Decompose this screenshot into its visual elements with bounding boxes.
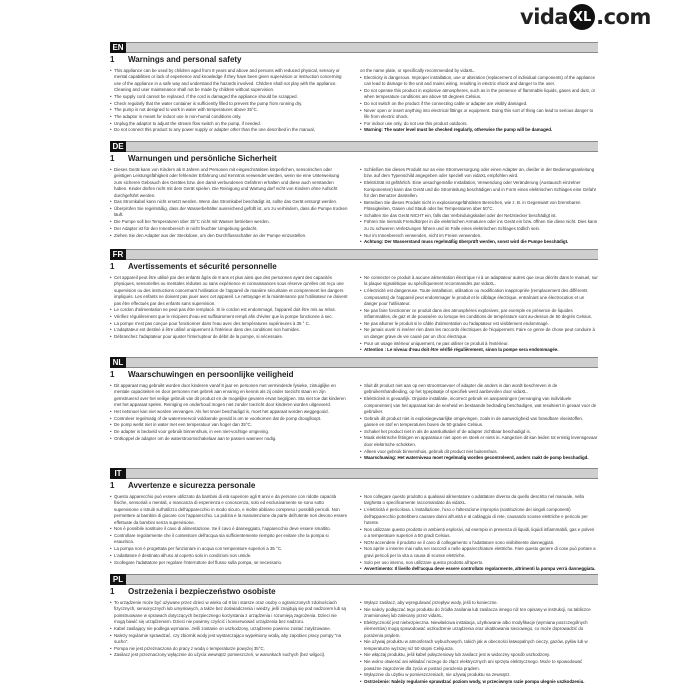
- bullet-item: • Solo per uso interno, non utilizzare questo prodotto all'aperto.: [360, 560, 598, 566]
- left-column: [110, 600, 348, 686]
- section-it: [110, 468, 598, 573]
- heading-number: 1: [110, 154, 115, 163]
- bullet-item: • Nie włączaj produktu, jeśli kabel połączeniowy lub zasilacz jest w widoczny sposób uszkodzony.: [360, 652, 598, 658]
- bullet-item: • Do not switch on the product if the connecting cable or adapter are visibly damaged.: [360, 101, 598, 107]
- bullet-item: • Dit apparaat mag gebruikt worden door kinderen vanaf 8 jaar en personen met verminderde fysieke, zintuiglijke en mentale capaciteiten en door personen met gebrek aan ervaring en kennis als zij onder toezicht staan en zijn geïnstrueerd over het veilige gebruik van dit product en de mogelijke gevaren ervan begrijpen. Sta niet toe dat kinderen met het apparaat spelen. Reiniging en onderhoud mogen niet zonder toezicht door kinderen worden uitgevoerd.: [110, 383, 348, 409]
- bullet-item: • Nie wolno otwierać ani wkładać niczego do złącz elektrycznych ani sprzętu elektrycznego. Może to spowodować poważne zagrożenie dla życia w postaci porażenia prądem.: [360, 659, 598, 672]
- bullet-item: • Schließen Sie dieses Produkt nur an eine Stromversorgung oder einen Adapter an, die/der in der Bedienungsanleitung bzw. auf dem Typenschild angegeben oder speziell von vidaXL empfohlen wird.: [360, 167, 598, 180]
- bullet-item: • Pour un usage intérieur uniquement, ne pas utiliser ce produit à l'extérieur.: [360, 341, 598, 347]
- warning-text: • Ostrzeżenie: Należy regularnie sprawdzać poziom wody, w przeciwnym razie pompa ulegnie uszkodzeniu.: [360, 679, 598, 685]
- right-column: [360, 600, 598, 686]
- bullet-item: • Le cordon d'alimentation ne peut pas être remplacé. Si le cordon est endommagé, l'appareil doit être mis au rebut.: [110, 307, 348, 313]
- bullet-item: • Nur im Innenbereich verwenden, nicht im Freien verwenden.: [360, 233, 598, 239]
- heading-title: Ostrzeżenia i bezpieczeństwo osobiste: [128, 587, 276, 596]
- language-bar: [110, 42, 598, 53]
- section-en: [110, 42, 598, 134]
- bullet-item: • Ne pas allumer le produit si le câble d'alimentation ou l'adaptateur est visiblement endommagé.: [360, 321, 598, 327]
- section-de: [110, 141, 598, 246]
- left-column: [110, 383, 348, 462]
- bullet-item: • Ne jamais ouvrir ni insérer rien dans les raccords électriques de l'équipement. Faire ce genre de chose peut conduire à un danger grave de vie causé par un choc électrique.: [360, 327, 598, 340]
- bullet-item: • Questo apparecchio può essere utilizzato da bambini di età superiore agli 8 anni e da persone con ridotte capacità fisiche, sensoriali o mentali, o mancanza di esperienza e conoscenza, solo ed esclusivamente se sono sotto supervisione o istruiti sull'utilizzo dell'apparecchio in modo sicuro, e inoltre abbiano compreso i possibili pericoli. Non permettere ai bambini di giocare con l'apparecchio. La pulizia e la manutenzione da parte dell'utente non devono essere effettuate da bambini senza supervisione.: [110, 494, 348, 526]
- bullet-item: • Het netsnoer kan niet worden vervangen. Als het snoer beschadigd is, moet het apparaat worden weggegooid.: [110, 409, 348, 415]
- bullet-item: • Wyłącz zasilacz, aby wyregulować przepływ wody, jeśli to konieczne.: [360, 600, 598, 606]
- bullet-item: • This appliance can be used by children aged from 8 years and above and persons with reduced physical, sensory or mental capabilities or lack of experience and knowledge if they have been given supervision or instruction concerning use of the appliance in a safe way and understand the hazards involved. Children shall not play with the appliance. Cleaning and user maintenance shall not be made by children without supervision.: [110, 68, 348, 94]
- heading-title: Waarschuwingen en persoonlijke veiligheid: [128, 370, 294, 379]
- bullet-item: • L'elettricità è pericolosa. L'installazione, l'uso o l'alterazione impropria (sostituzione dei singoli componenti) dell'apparecchio potrebbero causare danni all'unità e al cablaggio di rete, causando scosse elettriche e pericolo per l'utente.: [360, 507, 598, 526]
- language-code: FR: [110, 249, 126, 260]
- bullet-item: • Ne pas faire fonctionner ce produit dans des atmosphères explosives, par exemple en présence de liquides inflammables, de gaz et de poussière ou lorsque les conditions de température sont au-dessus de 50 degrés Celsius.: [360, 308, 598, 321]
- bullet-item: • Ziehen Sie den Adapter aus der Steckdose, um den Durchflussschalter an der Pumpe einzustellen.: [110, 233, 348, 239]
- heading-title: Warnings and personal safety: [128, 55, 242, 64]
- bullet-item: • Schakel het product niet in als de aansluitkabel of de adapter zichtbaar beschadigd is.: [360, 429, 598, 435]
- bullet-item: • Überprüfen Sie regelmäßig, dass der Wasserbehälter ausreichend gefüllt ist, um zu verhindern, dass die Pumpe trocken läuft.: [110, 206, 348, 219]
- bullet-item: • Electricity is dangerous. Improper installation, use or alteration (replacement of individual components) of the appliance can lead to damage to the unit and mains wiring, resulting in electric shock and danger to the user.: [360, 75, 598, 88]
- bullet-item: • Sluit dit product niet aan op een stroomtoevoer of adapter die anders is dan wordt beschreven in de gebruikershandleiding, op het typeplaatje of specifiek werd aanbevolen door vidaXL.: [360, 383, 598, 396]
- bullet-item: • Elektriciteit is gevaarlijk. Onjuiste installatie, incorrect gebruik en aanpassingen (vervanging van individuele componenten) van het apparaat kan de eenheid en bestaande bedrading beschadigen, wat resulteert in gevaar voor de gebruiker.: [360, 396, 598, 415]
- language-code: NL: [110, 357, 126, 368]
- warning-text: • Waarschuwing: Het waterniveau moet regelmatig worden gecontroleerd, anders raakt de pomp beschadigd.: [360, 455, 598, 461]
- bullet-item: • Betreiben Sie dieses Produkt nicht in explosionsgefährdeten Bereichen, wie z. B. in Gegenwart von brennbaren Flüssigkeiten, Gasen und Staub oder bei Temperaturen über 50°C.: [360, 200, 598, 213]
- bullet-item: • Pompa nie jest przeznaczona do pracy z wodą o temperaturze powyżej 35°C.: [110, 646, 348, 652]
- language-code: IT: [110, 468, 126, 479]
- section-heading: [110, 481, 598, 493]
- bullet-item: • Führen Sie niemals Fremdkörper in die elektrischen Armaturen oder ins Gerät ein bzw. öffnen Sie diese nicht. Dies kann zu zu schweren Verletzungen führen und im Falle eines elektrischen Schlages tödlich sein.: [360, 219, 598, 232]
- bullet-item: • Ne connecter ce produit à aucune alimentation électrique ni à un adaptateur autres que ceux décrits dans le manuel, sur la plaque signalétique ou spécifiquement recommandés par vidaXL.: [360, 275, 598, 288]
- bullet-item: • De adapter is bedoeld voor gebruik binnenshuis, in een niet-vochtige omgeving.: [110, 429, 348, 435]
- section-heading: [110, 55, 598, 67]
- heading-title: Warnungen und persönliche Sicherheit: [128, 154, 277, 163]
- section-heading: [110, 154, 598, 166]
- left-column: [110, 275, 348, 354]
- bullet-item: • La pompe n'est pas conçue pour fonctionner dans l'eau avec des températures supérieures à 35 ° C.: [110, 321, 348, 327]
- logo-text-left: vida: [520, 5, 569, 29]
- warning-text: • Attention : Le niveau d'eau doit être vérifié régulièrement, sinon la pompe sera endommagée.: [360, 347, 598, 353]
- bullet-item: • Schalten Sie das Gerät NICHT ein, falls das Verbindungskabel oder der Netzstecker beschädigt ist.: [360, 213, 598, 219]
- right-column: [360, 275, 598, 354]
- bullet-item: • Never open or insert anything into electrical fittings or equipment. Doing this sort of thing can lead to serious danger to life from electric shock.: [360, 108, 598, 121]
- section-heading: [110, 262, 598, 274]
- bullet-item: • For indoor use only, do not use this product outdoors.: [360, 121, 598, 127]
- bullet-item: • The pump is not designed to work in water with temperatures above 35°C.: [110, 107, 348, 113]
- bullet-item: • Nie używaj produktu w atmosferach wybuchowych, takich jak w obecności łatwopalnych cieczy, gazów, pyłów lub w temperaturze wyższej niż 50 stopni Celsjusza.: [360, 639, 598, 652]
- bullet-item: • Unplug the adaptor to adjust the stream flow switch on the pump, if needed.: [110, 121, 348, 127]
- bullet-item: • Scollegare l'adattatore per regolare l'interruttore del flusso sulla pompa, se necessario.: [110, 560, 348, 566]
- bullet-item: • Ontkoppel de adapter om de waterstroomschakelaar aan te passen wanneer nodig.: [110, 436, 348, 442]
- heading-title: Avvertenze e sicurezza personale: [128, 481, 256, 490]
- vidaxl-logo: [520, 2, 651, 32]
- bullet-item: • Elektrizität ist gefährlich. Eine unsachgemäße Installation, Verwendung oder Veränderung (Austausch einzelner Komponenten) kann das Gerät und die Stromleitung beschädigen und in Form eines elektrischen Schlages eine Gefahr für den Benutzer darstellen.: [360, 180, 598, 199]
- heading-number: 1: [110, 481, 115, 490]
- bullet-item: • L'adaptateur est destiné à être utilisé uniquement à l'intérieur dans des conditions non humides.: [110, 327, 348, 333]
- bullet-item: • The adaptor is meant for indoor use in non-humid conditions only.: [110, 114, 348, 120]
- bullet-item: • Der Adapter ist für den Innenbereich in nicht feuchter Umgebung gedacht.: [110, 226, 348, 232]
- language-code: EN: [110, 42, 126, 53]
- left-column: [110, 68, 348, 134]
- heading-number: 1: [110, 587, 115, 596]
- bullet-item: • Non utilizzare questo prodotto in ambienti esplosivi, ad esempio in presenza di liquidi, liquidi infiammabili, gas e polveri o a temperature superiori a 50 gradi Celsius.: [360, 527, 598, 540]
- bullet-item: • L'adattatore è destinato all'uso al coperto solo in condizioni non umide.: [110, 553, 348, 559]
- bullet-item: • Wyłącznie do użytku w pomieszczeniach, nie używaj produktu na zewnątrz.: [360, 672, 598, 678]
- language-bar: [110, 141, 598, 152]
- language-bar: [110, 249, 598, 260]
- language-code: PL: [110, 574, 126, 585]
- bullet-item: • Non è possibile sostituire il cavo di alimentazione. Se il cavo è danneggiato, l'apparecchio deve essere smaltito.: [110, 526, 348, 532]
- heading-number: 1: [110, 262, 115, 271]
- heading-title: Avertissements et sécurité personnelle: [128, 262, 277, 271]
- left-column: [110, 494, 348, 573]
- bullet-item: • The supply cord cannot be replaced. If the cord is damaged the appliance should be scrapped.: [110, 94, 348, 100]
- bullet-item: • Zasilacz jest przeznaczony wyłącznie do użycia wewnątrz pomieszczeń, w warunkach suchych (bez wilgoci).: [110, 652, 348, 658]
- language-bar: [110, 357, 598, 368]
- bullet-item: • Die Pumpe soll bei Temperaturen über 35°C nicht mit Wasser betrieben werden.: [110, 219, 348, 225]
- heading-number: 1: [110, 370, 115, 379]
- bullet-item: • Maak elektrische fittingen en apparatuur niet open en steek er niets in. Aangezien dit kan leiden tot ernstig levensgevaar door elektrische schokken.: [360, 435, 598, 448]
- bullet-item: • To urządzenie może być używane przez dzieci w wieku od 8 lat i starsze oraz osoby o ograniczonych zdolnościach fizycznych, sensorycznych lub umysłowych, a także bez doświadczenia i wiedzy, jeśli znajdują się pod nadzorem lub są poinstruowane w sprawach dotyczących bezpiecznego korzystania z urządzenia i rozumieją zagrożenia. Dzieci nie mogą bawić się urządzeniem. Dzieci nie powinny czyścić i konserwować urządzenia bez nadzoru.: [110, 600, 348, 626]
- bullet-item: • Elektryczność jest niebezpieczna. Niewłaściwa instalacja, użytkowanie albo modyfikacje (wymiana poszczególnych elementów) mogą spowodować uszkodzenie urządzenia oraz okablowania sieciowego, co może doprowadzić do porażenia prądem.: [360, 620, 598, 639]
- bullet-item: • Controleer regelmatig of de waterreservoir voldoende gevuld is om te voorkomen dat de pomp drooglloopt.: [110, 416, 348, 422]
- bullet-item: • Cet appareil peut être utilisé par des enfants âgés de 8 ans et plus ainsi que des personnes ayant des capacités physiques, sensorielles ou mentales réduites ou sans expérience et connaissances sous réserve qu'elles ont reçu une supervision ou des instructions concernant l'utilisation de l'appareil de manière sécuritaire et comprennent les dangers impliqués. Les enfants ne doivent pas jouer avec cet appareil. Le nettoyage et la maintenance par l'utilisateur ne doivent pas être effectués par des enfants sans supervision.: [110, 275, 348, 307]
- bullet-item: on the name plate, or specifically recommended by vidaXL.: [360, 68, 475, 73]
- right-column: [360, 68, 598, 134]
- heading-number: 1: [110, 55, 115, 64]
- section-heading: [110, 370, 598, 382]
- bullet-item: • Non collegare questo prodotto a qualsiasi alimentatore o adattatore diverso da quello descritto nel manuale, nella targhetta o specificamente raccomandato da vidaXL.: [360, 494, 598, 507]
- language-code: DE: [110, 141, 126, 152]
- logo-mark: XL: [569, 4, 595, 30]
- warning-text: • Achtung: Der Wasserstand muss regelmäßig überprüft werden, sonst wird die Pumpe beschädigt.: [360, 239, 598, 245]
- bullet-item: • Vérifiez régulièrement que le récipient d'eau est suffisamment rempli afin d'éviter que la pompe fonctionne à sec.: [110, 314, 348, 320]
- warning-text: • Warning: The water level must be checked regularly, otherwise the pump will be damaged.: [360, 127, 598, 133]
- bullet-item: • Non aprire o inserire mai nulla nei raccordi o nelle apparecchiature elettriche. Fare questo genere di cose può portare a gravi pericoli per la vita a causa di scosse elettriche.: [360, 546, 598, 559]
- bullet-item: • La pompa non è progettata per funzionare in acqua con temperature superiori a 35 °C.: [110, 546, 348, 552]
- warning-text: • Avvertimento: Il livello dell'acqua deve essere controllato regolarmente, altrimenti la pompa verrà danneggiata.: [360, 566, 598, 572]
- section-pl: [110, 574, 598, 686]
- language-bar: [110, 468, 598, 479]
- right-column: [360, 167, 598, 246]
- section-nl: [110, 357, 598, 462]
- language-bar: [110, 574, 598, 585]
- bullet-item: • Gebruik dit product niet in explosiegevaarlijke omgevingen, zoals in de aanwezigheid van brandbare vloeistoffen, gassen en stof en temperaturen boven de 50 graden Celsius.: [360, 416, 598, 429]
- bullet-item: • Controllare regolarmente che il contenitore dell'acqua sia sufficientemente riempito per evitare che la pompa si esaurisca.: [110, 533, 348, 546]
- bullet-item: • Nie należy podłączać tego produktu do źródła zasilania lub zasilacza innego niż ten opisany w instrukcji, na tabliczce znamionowej lub zalecany przez vidaXL.: [360, 607, 598, 620]
- bullet-item: • Check regularly that the water container is sufficiently filled to prevent the pump from running dry.: [110, 101, 348, 107]
- bullet-item: • Dieses Gerät kann von Kindern ab 8 Jahren und Personen mit eingeschränkten körperlichen, sensorischen oder geistigen Leistungsfähigkeit oder fehlender Erfahrung und Kenntnis verwendet werden, wenn sie eine Unterweisung zum sicheren Gebrauch des Gerätes bzw. den damit verbundenen Gefahren erhalten und diese auch verstanden haben. Kinder dürfen nicht mit dem Gerät spielen. Die Reinigung und Wartung darf nicht von Kindern ohne Aufsicht durchgeführt werden.: [110, 167, 348, 199]
- bullet-item: • Das Stromkabel kann nicht ersetzt werden. Wenn das Stromkabel beschädigt ist, sollte das Gerät entsorgt werden.: [110, 199, 348, 205]
- bullet-item: • Do not connect this product to any power supply or adapter other than the one described in the manual,: [110, 127, 348, 133]
- bullet-item: • Débranchez l'adaptateur pour ajuster l'interrupteur de débit de la pompe, si nécessaire.: [110, 334, 348, 340]
- left-column: [110, 167, 348, 246]
- bullet-item: • L'électricité est dangereuse. Toute installation, utilisation ou modification inappropriée (remplacement des différents composants) de l'appareil peut endommager le produit et le câblage électrique, entraînant une électrocution et un danger pour l'utilisateur.: [360, 288, 598, 307]
- logo-text-right: .com: [596, 5, 651, 29]
- bullet-item: • Kabel zasilający nie podlega wymianie. Jeśli zostanie on uszkodzony, urządzenie powinno zostać zutylizowane.: [110, 626, 348, 632]
- bullet-item: • Alleen voor gebruik binnenshuis, gebruik dit product niet buitenshuis.: [360, 449, 598, 455]
- section-fr: [110, 249, 598, 354]
- bullet-item: • De pomp werkt niet in water met een temperatuur van hoger dan 35°C.: [110, 422, 348, 428]
- bullet-item: • NON accendere il prodotto se il cavo di collegamento o l'adattatore sono visibilmente danneggiati.: [360, 540, 598, 546]
- bullet-item: • Należy regularnie sprawdzać, czy zbiornik wody jest wystarczająco wypełniony wodą, aby zapobiec pracy pompy "na sucho".: [110, 633, 348, 646]
- right-column: [360, 494, 598, 573]
- section-heading: [110, 587, 598, 599]
- right-column: [360, 383, 598, 462]
- bullet-item: • Do not operate this product in explosive atmospheres, such as in the presence of flammable liquids, gases and dust, or when temperature conditions are above 50 degrees Celsius.: [360, 88, 598, 101]
